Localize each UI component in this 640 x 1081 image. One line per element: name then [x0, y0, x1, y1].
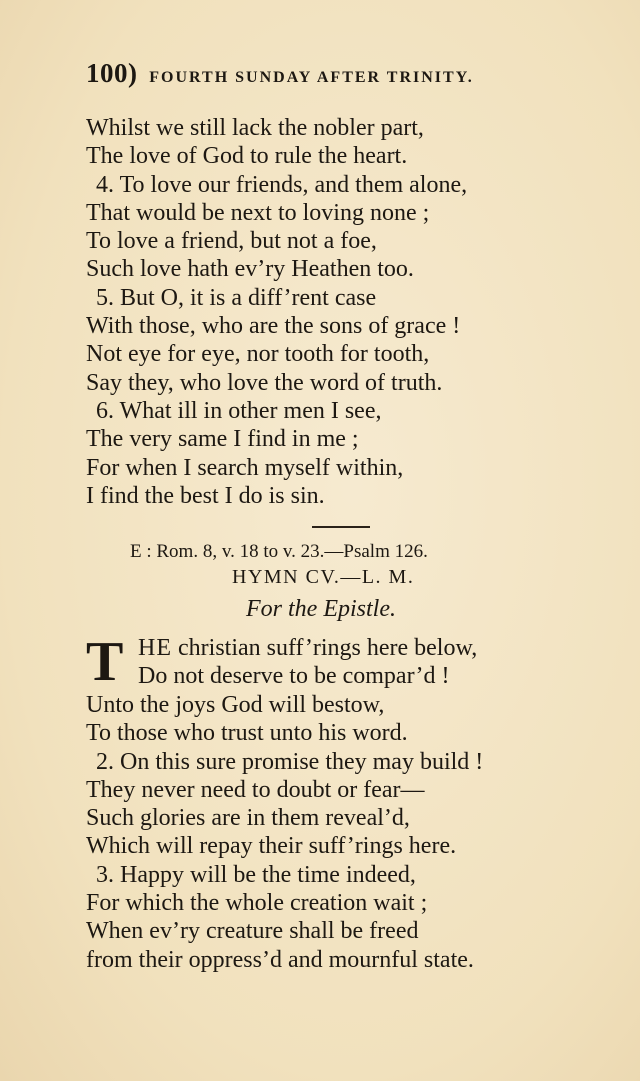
first-line-text: christian suff’rings here below, — [178, 635, 478, 661]
second-line-text: Do not deserve to be compar’d ! — [138, 663, 450, 690]
hymn-line: Such glories are in them reveal’d, — [86, 805, 410, 832]
hymn-subtitle: For the Epistle. — [246, 596, 396, 622]
drop-cap: T — [86, 631, 124, 693]
verse-line: I find the best I do is sin. — [86, 482, 325, 509]
verse-line: Such love hath ev’ry Heathen too. — [86, 256, 414, 283]
first-line-caps: HE — [138, 635, 172, 661]
hymn-opening-lines — [138, 634, 477, 691]
verse-line: For when I search myself within, — [86, 454, 404, 481]
hymn-verses — [86, 691, 483, 974]
hymn-line: For which the whole creation wait ; — [86, 890, 428, 917]
verse-line: The love of God to rule the heart. — [86, 143, 408, 170]
hymn-line: 2. On this sure promise they may build ! — [96, 748, 484, 775]
hymn-line: To those who trust unto his word. — [86, 720, 408, 747]
hymn-line: from their oppress’d and mournful state. — [86, 946, 474, 973]
hymn-title: HYMN CV.—L. M. — [232, 566, 415, 588]
hymn-line: They never need to doubt or fear— — [86, 776, 425, 803]
verse-line: That would be next to loving none ; — [86, 199, 430, 226]
hymn-line: When ev’ry creature shall be freed — [86, 918, 419, 945]
page-header — [86, 58, 586, 89]
verse-line: Say they, who love the word of truth. — [86, 369, 443, 396]
running-title: FOURTH SUNDAY AFTER TRINITY. — [149, 69, 474, 86]
hymn-line: Unto the joys God will bestow, — [86, 692, 385, 718]
verse-line: The very same I find in me ; — [86, 426, 359, 453]
scripture-reading: E : Rom. 8, v. 18 to v. 23.—Psalm 126. — [130, 541, 428, 562]
verse-line: 4. To love our friends, and them alone, — [96, 171, 468, 198]
verse-line: Not eye for eye, nor tooth for tooth, — [86, 341, 430, 368]
verse-line: 5. But O, it is a diff’rent case — [96, 284, 377, 311]
hymn-line: Which will repay their suff’rings here. — [86, 833, 457, 860]
verse-line: With those, who are the sons of grace ! — [86, 313, 461, 340]
hymn-line: 3. Happy will be the time indeed, — [96, 861, 416, 888]
page-number: 100) — [86, 58, 138, 88]
section-divider — [312, 526, 370, 528]
verse-line: Whilst we still lack the nobler part, — [86, 115, 424, 141]
verse-line: To love a friend, but not a foe, — [86, 228, 377, 255]
verse-line: 6. What ill in other men I see, — [96, 397, 382, 424]
hymn-verses-top — [86, 114, 467, 510]
